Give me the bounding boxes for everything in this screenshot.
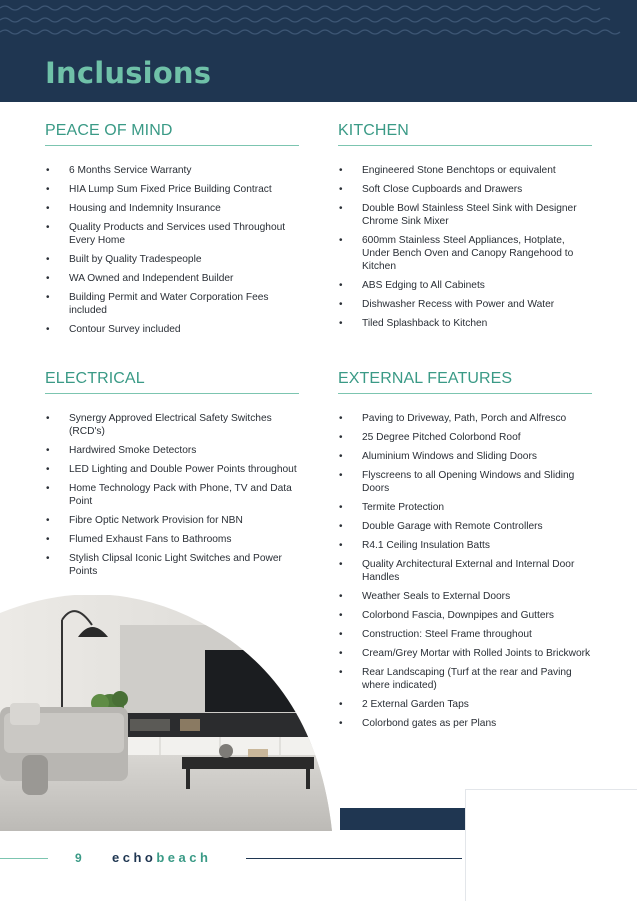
inclusion-list [45,164,299,336]
corner-panel [465,789,637,901]
list-item: • Hardwired Smoke Detectors [45,444,299,457]
inclusion-list [45,412,299,578]
list-item: • Termite Protection [338,501,592,514]
list-item: • Flumed Exhaust Fans to Bathrooms [45,533,299,546]
list-item: • Soft Close Cupboards and Drawers [338,183,592,196]
list-item: • 25 Degree Pitched Colorbond Roof [338,431,592,444]
brand-logo [112,850,211,865]
section-heading: EXTERNAL FEATURES [338,370,592,394]
living-room-photo [0,595,340,831]
section-kitchen [338,122,592,336]
list-item: • Flyscreens to all Opening Windows and Sliding Doors [338,469,592,495]
footer-divider-left [0,858,48,859]
inclusion-list [338,412,592,730]
list-item: • Synergy Approved Electrical Safety Switches (RCD's) [45,412,299,438]
list-item: • Dishwasher Recess with Power and Water [338,298,592,311]
section-peace-of-mind [45,122,299,342]
list-item: • HIA Lump Sum Fixed Price Building Contract [45,183,299,196]
list-item: • Fibre Optic Network Provision for NBN [45,514,299,527]
list-item: • Home Technology Pack with Phone, TV and Data Point [45,482,299,508]
list-item: • Built by Quality Tradespeople [45,253,299,266]
list-item: • ABS Edging to All Cabinets [338,279,592,292]
list-item: • Colorbond Fascia, Downpipes and Gutters [338,609,592,622]
list-item: • LED Lighting and Double Power Points throughout [45,463,299,476]
list-item: • 600mm Stainless Steel Appliances, Hotplate, Under Bench Oven and Canopy Rangehood to Kitchen [338,234,592,273]
list-item: • Cream/Grey Mortar with Rolled Joints to Brickwork [338,647,592,660]
list-item: • Double Bowl Stainless Steel Sink with Designer Chrome Sink Mixer [338,202,592,228]
list-item: • Contour Survey included [45,323,299,336]
page-title: Inclusions [45,56,212,90]
section-heading: ELECTRICAL [45,370,299,394]
list-item: • Quality Architectural External and Internal Door Handles [338,558,592,584]
section-external-features [338,370,592,736]
list-item: • WA Owned and Independent Builder [45,272,299,285]
section-heading: KITCHEN [338,122,592,146]
wave-pattern [0,0,637,50]
list-item: • 6 Months Service Warranty [45,164,299,177]
inclusion-list [338,164,592,330]
list-item: • Housing and Indemnity Insurance [45,202,299,215]
brand-word-beach: beach [156,850,212,865]
list-item: • Tiled Splashback to Kitchen [338,317,592,330]
list-item: • Construction: Steel Frame throughout [338,628,592,641]
list-item: • Quality Products and Services used Throughout Every Home [45,221,299,247]
footer-divider-right [246,858,462,859]
list-item: • Building Permit and Water Corporation Fees included [45,291,299,317]
list-item: • Colorbond gates as per Plans [338,717,592,730]
section-heading: PEACE OF MIND [45,122,299,146]
list-item: • Paving to Driveway, Path, Porch and Alfresco [338,412,592,425]
list-item: • Rear Landscaping (Turf at the rear and Paving where indicated) [338,666,592,692]
header-banner [0,0,637,102]
list-item: • R4.1 Ceiling Insulation Batts [338,539,592,552]
list-item: • Double Garage with Remote Controllers [338,520,592,533]
list-item: • 2 External Garden Taps [338,698,592,711]
brand-word-echo: echo [112,850,157,865]
section-electrical [45,370,299,584]
list-item: • Stylish Clipsal Iconic Light Switches and Power Points [45,552,299,578]
list-item: • Aluminium Windows and Sliding Doors [338,450,592,463]
list-item: • Engineered Stone Benchtops or equivalent [338,164,592,177]
page-number: 9 [75,851,82,865]
list-item: • Weather Seals to External Doors [338,590,592,603]
